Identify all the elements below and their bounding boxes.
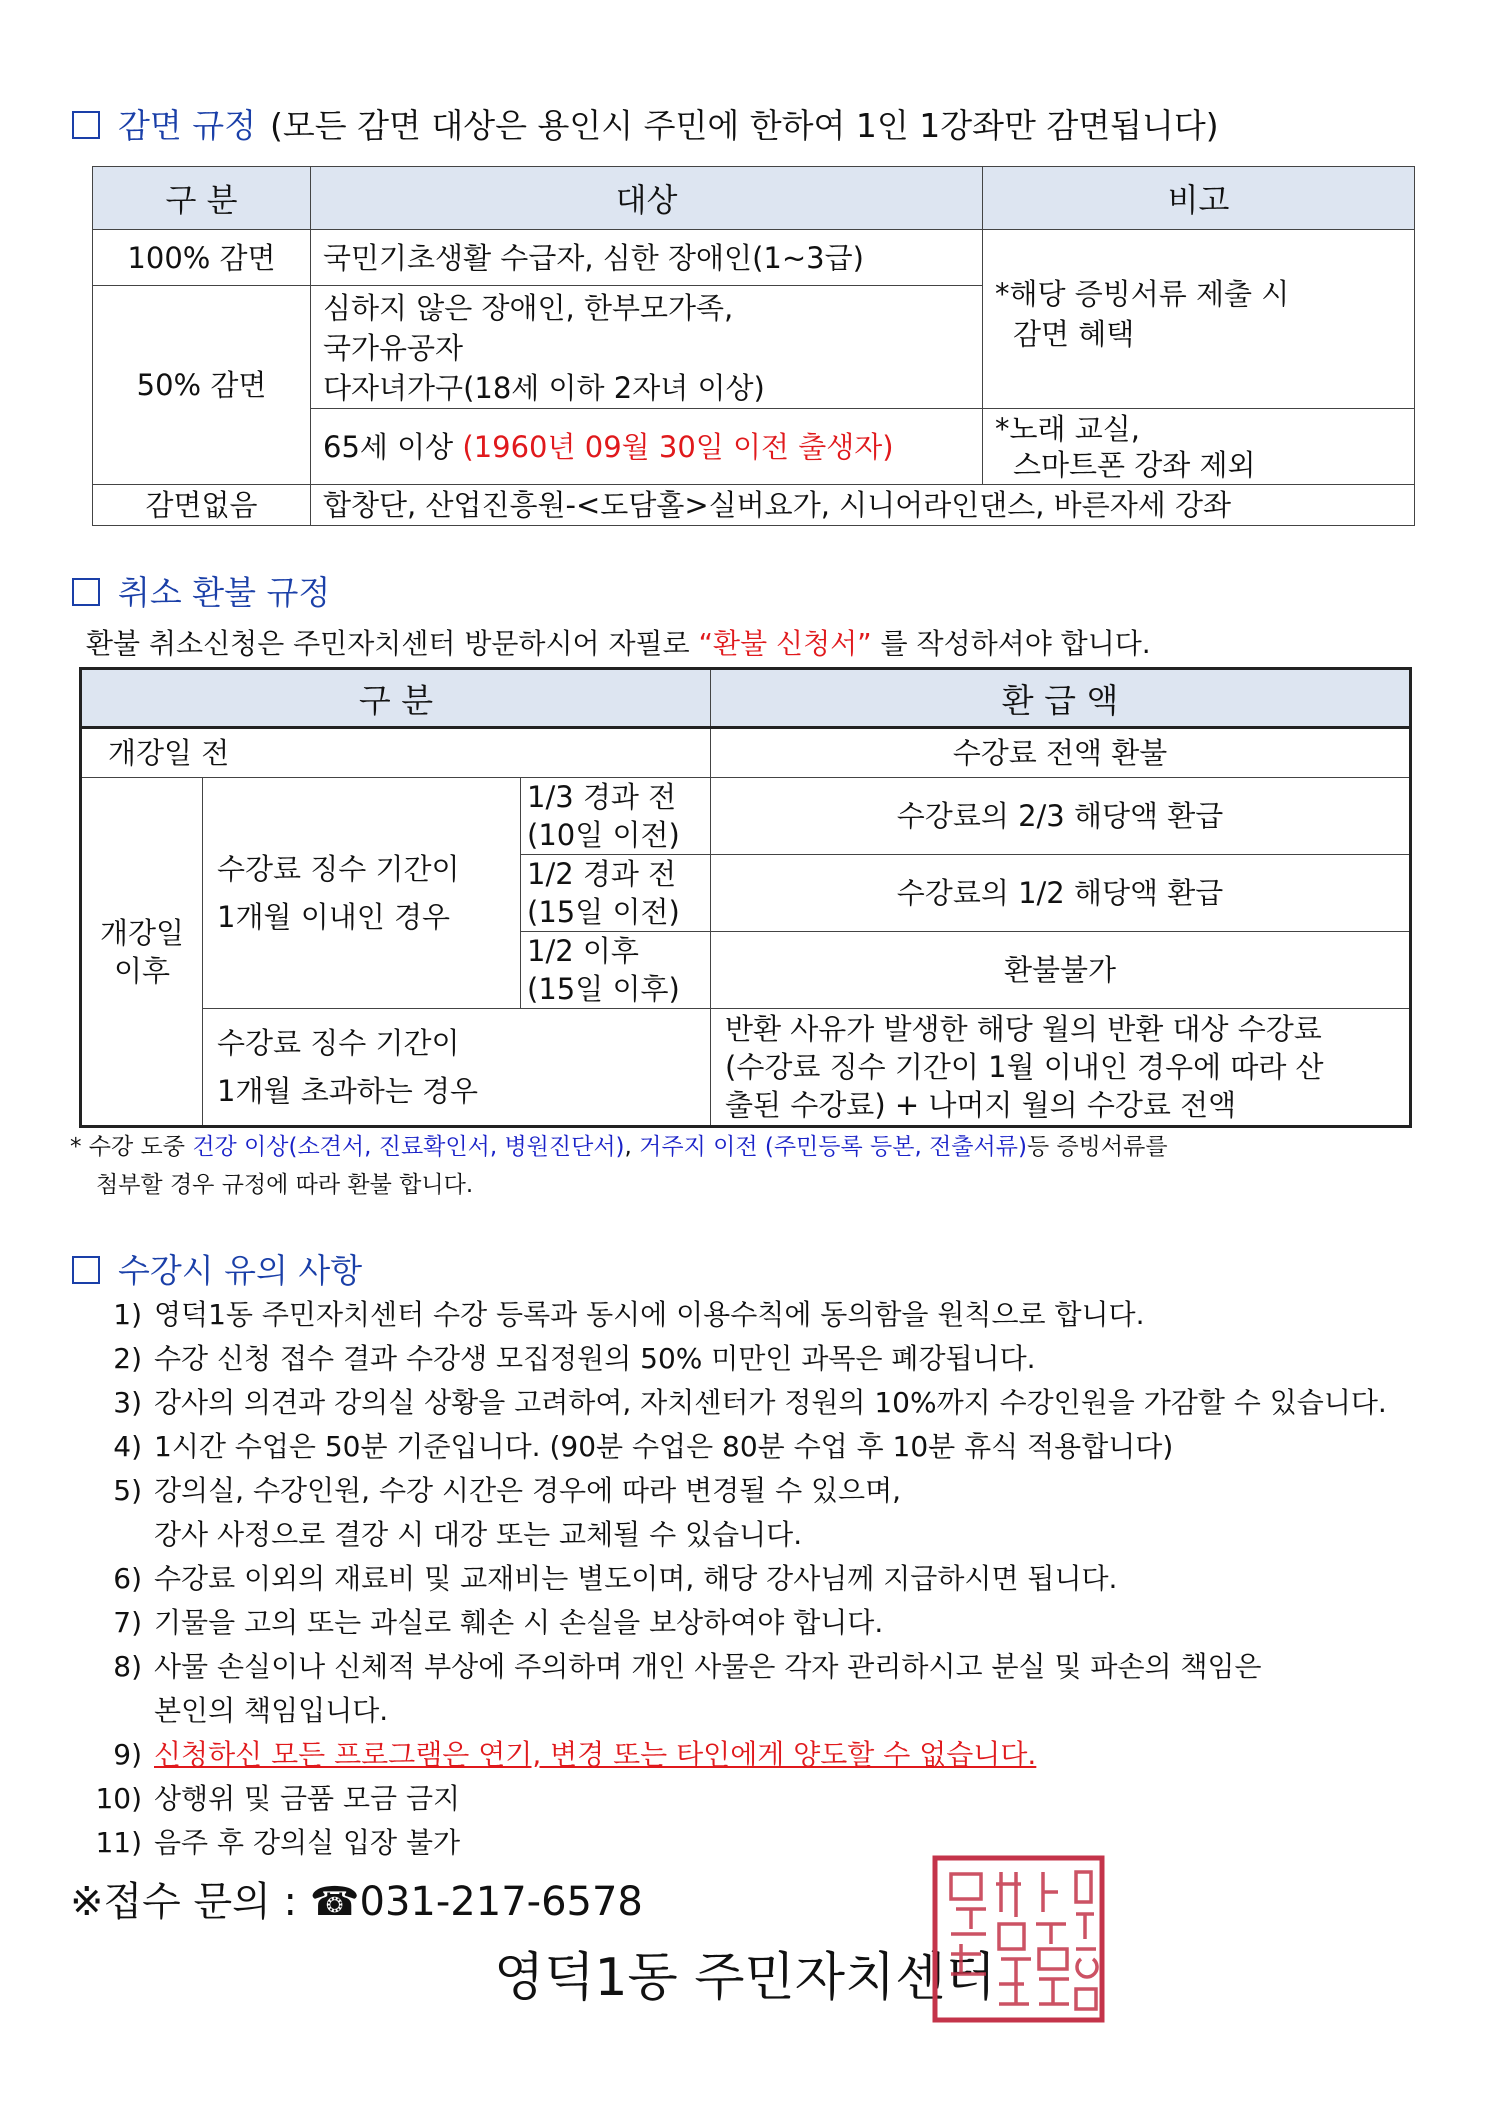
notice-text: 본인의 책임입니다.	[154, 1694, 389, 1727]
notice-text: 음주 후 강의실 입장 불가	[154, 1826, 461, 1859]
notice-text: 신청하신 모든 프로그램은 연기, 변경 또는 타인에게 양도할 수 없습니다.	[154, 1738, 1037, 1771]
section-title: 수강시 유의 사항	[118, 1251, 363, 1290]
notice-text: 강의실, 수강인원, 수강 시간은 경우에 따라 변경될 수 있으며,	[154, 1474, 902, 1507]
notice-number: 11)	[95, 1826, 142, 1859]
header-category: 구 분	[93, 167, 311, 230]
row-senior-target: 65세 이상 (1960년 09월 30일 이전 출생자)	[311, 409, 983, 485]
within-month-label: 수강료 징수 기간이 1개월 이내인 경우	[203, 778, 521, 1009]
notice-number: 8)	[113, 1650, 142, 1683]
notice-item	[82, 1293, 1422, 1337]
row-50-target: 심하지 않은 장애인, 한부모가족, 국가유공자 다자녀가구(18세 이하 2자녀 이상)	[311, 286, 983, 409]
header-category: 구 분	[81, 669, 711, 728]
row-100-label: 100% 감면	[93, 230, 311, 286]
notice-number: 1)	[113, 1298, 142, 1331]
organization-name: 영덕1동 주민자치센터	[494, 1948, 996, 2008]
section-refund-heading	[72, 567, 330, 614]
senior-note: *노래 교실, 스마트폰 강좌 제외	[983, 409, 1415, 485]
section-notice-heading	[72, 1245, 362, 1292]
notice-item	[82, 1601, 1422, 1645]
notice-text: 강사 사정으로 결강 시 대강 또는 교체될 수 있습니다.	[154, 1518, 803, 1551]
notice-text: 수강 신청 접수 결과 수강생 모집정원의 50% 미만인 과목은 폐강됩니다.	[154, 1342, 1036, 1375]
notice-item	[82, 1469, 1422, 1513]
official-seal-icon	[931, 1854, 1106, 2024]
checkbox-bullet-icon	[72, 1256, 100, 1284]
header-note: 비고	[983, 167, 1415, 230]
notice-item	[82, 1337, 1422, 1381]
notice-text: 사물 손실이나 신체적 부상에 주의하며 개인 사물은 각자 관리하시고 분실 및 파손의 책임은	[154, 1650, 1262, 1683]
notice-item	[82, 1733, 1422, 1777]
header-refund: 환 급 액	[711, 669, 1411, 728]
period-3-refund: 환불불가	[711, 932, 1411, 1009]
notice-number: 10)	[95, 1782, 142, 1815]
notice-item	[82, 1645, 1422, 1689]
row-50-label: 50% 감면	[93, 286, 311, 485]
contact-info: ※접수 문의 : ☎031-217-6578	[70, 1879, 643, 1925]
period-2-label: 1/2 경과 전 (15일 이전)	[521, 855, 711, 932]
over-month-label: 수강료 징수 기간이 1개월 초과하는 경우	[203, 1009, 711, 1127]
notice-list	[82, 1293, 1422, 1865]
reduction-table	[92, 166, 1415, 526]
notice-item	[82, 1777, 1422, 1821]
period-1-refund: 수강료의 2/3 해당액 환급	[711, 778, 1411, 855]
notice-text: 영덕1동 주민자치센터 수강 등록과 동시에 이용수칙에 동의함을 원칙으로 합니다.	[154, 1298, 1145, 1331]
refund-footnote: * 수강 도중 건강 이상(소견서, 진료확인서, 병원진단서), 거주지 이전 (주민등록 등본, 전출서류)등 증빙서류를	[70, 1134, 1168, 1160]
row-100-target: 국민기초생활 수급자, 심한 장애인(1~3급)	[311, 230, 983, 286]
notice-text: 상행위 및 금품 모금 금지	[154, 1782, 461, 1815]
row-none-target: 합창단, 산업진흥원-<도담홀>실버요가, 시니어라인댄스, 바른자세 강좌	[311, 485, 1415, 526]
checkbox-bullet-icon	[72, 578, 100, 606]
proof-note: *해당 증빙서류 제출 시 감면 혜택	[983, 230, 1415, 409]
notice-item-continued	[82, 1513, 1422, 1557]
notice-text: 기물을 고의 또는 과실로 훼손 시 손실을 보상하여야 합니다.	[154, 1606, 884, 1639]
row-none-label: 감면없음	[93, 485, 311, 526]
notice-item	[82, 1557, 1422, 1601]
refund-table	[79, 667, 1412, 1128]
notice-number: 6)	[113, 1562, 142, 1595]
after-start-label: 개강일 이후	[81, 778, 203, 1127]
section-subtitle: (모든 감면 대상은 용인시 주민에 한하여 1인 1강좌만 감면됩니다)	[270, 106, 1219, 145]
period-3-label: 1/2 이후 (15일 이후)	[521, 932, 711, 1009]
notice-number: 2)	[113, 1342, 142, 1375]
notice-text: 1시간 수업은 50분 기준입니다. (90분 수업은 80분 수업 후 10분 휴식 적용합니다)	[154, 1430, 1174, 1463]
checkbox-bullet-icon	[72, 111, 100, 139]
over-month-refund: 반환 사유가 발생한 해당 월의 반환 대상 수강료 (수강료 징수 기간이 1월 이내인 경우에 따라 산 출된 수강료) + 나머지 월의 수강료 전액	[711, 1009, 1411, 1127]
notice-number: 3)	[113, 1386, 142, 1419]
refund-footnote-line2: 첨부할 경우 규정에 따라 환불 합니다.	[96, 1172, 474, 1198]
notice-number: 4)	[113, 1430, 142, 1463]
section-reduction-heading	[72, 100, 1219, 147]
notice-text: 수강료 이외의 재료비 및 교재비는 별도이며, 해당 강사님께 지급하시면 됩니다.	[154, 1562, 1118, 1595]
notice-item	[82, 1821, 1422, 1865]
notice-text: 강사의 의견과 강의실 상황을 고려하여, 자치센터가 정원의 10%까지 수강인원을 가감할 수 있습니다.	[154, 1386, 1387, 1419]
period-1-label: 1/3 경과 전 (10일 이전)	[521, 778, 711, 855]
before-start-refund: 수강료 전액 환불	[711, 728, 1411, 778]
refund-intro: 환불 취소신청은 주민자치센터 방문하시어 자필로 “환불 신청서” 를 작성하셔야 합니다.	[86, 627, 1151, 660]
section-title: 감면 규정	[118, 106, 257, 145]
header-target: 대상	[311, 167, 983, 230]
notice-number: 7)	[113, 1606, 142, 1639]
notice-item	[82, 1425, 1422, 1469]
notice-item	[82, 1381, 1422, 1425]
notice-number: 9)	[113, 1738, 142, 1771]
notice-number: 5)	[113, 1474, 142, 1507]
before-start-label: 개강일 전	[81, 728, 711, 778]
period-2-refund: 수강료의 1/2 해당액 환급	[711, 855, 1411, 932]
notice-item-continued	[82, 1689, 1422, 1733]
section-title: 취소 환불 규정	[118, 573, 331, 612]
